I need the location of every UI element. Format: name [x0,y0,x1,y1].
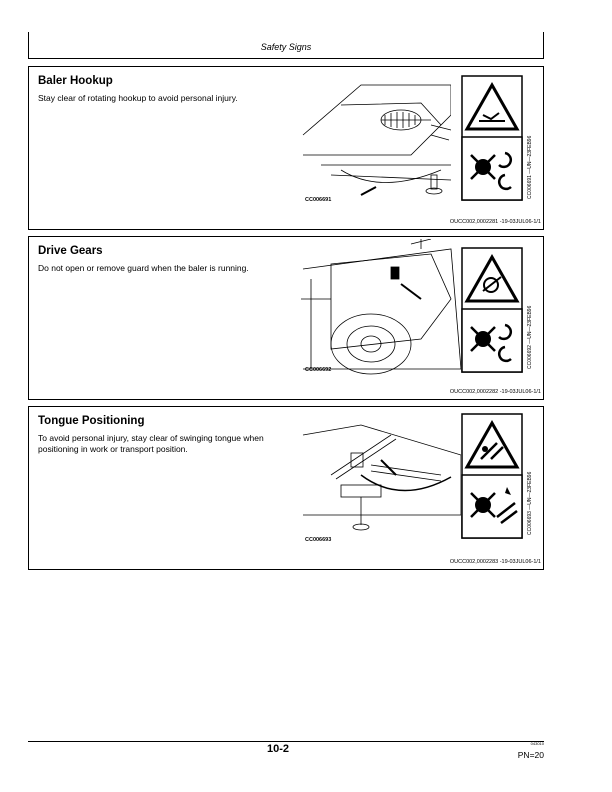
sign-code: CC006692 —UN—23FEB96 [527,305,533,369]
pn-number: PN=20 [517,750,544,760]
section-drive-gears [28,236,544,400]
warning-sign [461,413,523,539]
sign-code: CC006693 —UN—23FEB96 [527,471,533,535]
page-header-title: Safety Signs [260,42,312,52]
reference-code: OUCC002,0002283 -19-03JUL06-1/1 [449,559,541,565]
reference-code: OUCC002,0002282 -19-03JUL06-1/1 [449,389,541,395]
section-tongue-positioning [28,406,544,570]
figure-label: CC006693 [305,537,332,543]
footer-rule [28,741,544,742]
section-title: Tongue Positioning [38,415,145,427]
tongue-positioning-illustration [301,415,461,545]
figure-label: CC006691 [305,197,332,203]
footer-small-code: 043010 [530,741,544,746]
warning-sign [461,75,523,201]
reference-code: OUCC002,0002281 -19-03JUL06-1/1 [449,219,541,225]
section-text: To avoid personal injury, stay clear of swinging tongue when positioning in work or transport position. [38,433,264,454]
section-title: Baler Hookup [38,75,113,87]
warning-sign [461,247,523,373]
section-title: Drive Gears [38,245,103,257]
page-number: 10-2 [266,743,290,755]
sign-code: CC006691 —UN—23FEB96 [527,135,533,199]
figure-label: CC006692 [305,367,332,373]
section-baler-hookup [28,66,544,230]
drive-gears-illustration [301,239,461,379]
section-text: Stay clear of rotating hookup to avoid personal injury. [38,93,238,103]
section-text: Do not open or remove guard when the baler is running. [38,263,249,273]
